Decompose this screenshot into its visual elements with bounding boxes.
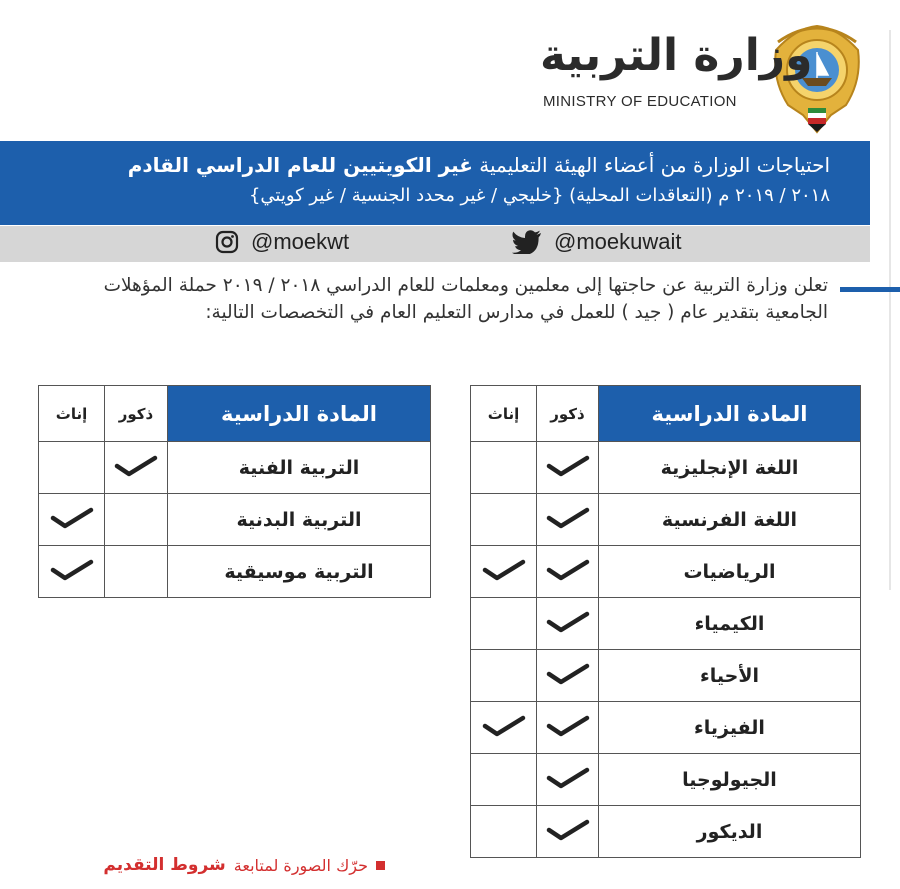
female-cell	[471, 546, 537, 598]
swipe-hint-bold: شروط التقديم	[103, 855, 226, 875]
checkmark-icon	[546, 610, 590, 634]
female-cell	[471, 494, 537, 546]
female-cell	[471, 806, 537, 858]
subjects-table-left	[38, 385, 431, 598]
checkmark-icon	[546, 558, 590, 582]
table-row	[471, 702, 861, 754]
male-column-header: ذكور	[105, 386, 168, 442]
ministry-name-english: MINISTRY OF EDUCATION	[543, 93, 737, 110]
subject-cell: الفيزياء	[599, 702, 861, 754]
instagram-handle-text: @moekwt	[251, 229, 350, 254]
subject-cell: اللغة الإنجليزية	[599, 442, 861, 494]
male-cell	[537, 442, 599, 494]
table-row	[471, 546, 861, 598]
checkmark-icon	[50, 506, 94, 530]
female-cell	[471, 754, 537, 806]
subject-cell: الكيمياء	[599, 598, 861, 650]
swipe-hint	[103, 855, 385, 875]
table-header-row	[471, 386, 861, 442]
subject-cell: اللغة الفرنسية	[599, 494, 861, 546]
banner-line-1	[128, 153, 830, 177]
twitter-icon	[512, 230, 542, 254]
intro-paragraph: تعلن وزارة التربية عن حاجتها إلى معلمين ومعلمات للعام الدراسي ٢٠١٨ / ٢٠١٩ حملة المؤهلات الجامعية بتقدير عام ( جيد ) للعمل في مدارس التعليم العام في التخصصات التالية:	[103, 275, 828, 323]
table-body	[471, 442, 861, 858]
male-cell	[537, 546, 599, 598]
male-cell	[537, 754, 599, 806]
table-row	[471, 650, 861, 702]
female-cell	[471, 598, 537, 650]
table-row	[471, 442, 861, 494]
banner-line-1-prefix: احتياجات الوزارة من أعضاء الهيئة التعليمية	[479, 153, 830, 177]
checkmark-icon	[546, 506, 590, 530]
instagram-handle[interactable]	[215, 229, 349, 255]
instagram-icon	[215, 230, 239, 254]
checkmark-icon	[114, 454, 158, 478]
twitter-handle-text: @moekuwait	[554, 229, 682, 254]
swipe-hint-text: حرّك الصورة لمتابعة	[233, 855, 368, 875]
male-cell	[537, 494, 599, 546]
table-row	[471, 806, 861, 858]
female-cell	[471, 650, 537, 702]
table-row	[471, 494, 861, 546]
female-cell	[471, 702, 537, 754]
banner-line-2: ٢٠١٨ / ٢٠١٩ م (التعاقدات المحلية) {خليجي / غير محدد الجنسية / غير كويتي}	[248, 185, 830, 206]
table-row	[471, 598, 861, 650]
male-cell	[105, 442, 168, 494]
subject-cell: الأحياء	[599, 650, 861, 702]
subject-cell: التربية موسيقية	[168, 546, 431, 598]
male-cell	[537, 598, 599, 650]
table-header-row	[39, 386, 431, 442]
female-cell	[39, 494, 105, 546]
page-edge-divider	[889, 30, 891, 590]
table-row	[471, 754, 861, 806]
checkmark-icon	[482, 558, 526, 582]
subject-column-header: المادة الدراسية	[168, 386, 431, 442]
female-cell	[471, 442, 537, 494]
female-cell	[39, 442, 105, 494]
checkmark-icon	[546, 662, 590, 686]
announcement-banner	[0, 141, 870, 225]
banner-line-1-bold: غير الكويتيين للعام الدراسي القادم	[127, 153, 473, 177]
male-cell	[105, 494, 168, 546]
subject-column-header: المادة الدراسية	[599, 386, 861, 442]
table-row	[39, 494, 431, 546]
red-square-bullet	[376, 861, 385, 870]
social-bar	[0, 226, 870, 262]
checkmark-icon	[50, 558, 94, 582]
female-column-header: إناث	[39, 386, 105, 442]
checkmark-icon	[546, 818, 590, 842]
female-cell	[39, 546, 105, 598]
subject-cell: التربية البدنية	[168, 494, 431, 546]
male-cell	[537, 806, 599, 858]
male-column-header: ذكور	[537, 386, 599, 442]
intro-accent-bar	[840, 287, 900, 292]
subject-cell: الجيولوجيا	[599, 754, 861, 806]
subject-cell: التربية الفنية	[168, 442, 431, 494]
subject-cell: الديكور	[599, 806, 861, 858]
female-column-header: إناث	[471, 386, 537, 442]
table-row	[39, 546, 431, 598]
ministry-name-arabic: وزارة التربية	[540, 30, 813, 81]
male-cell	[537, 702, 599, 754]
checkmark-icon	[546, 454, 590, 478]
twitter-handle[interactable]	[512, 229, 682, 255]
table-body	[39, 442, 431, 598]
checkmark-icon	[482, 714, 526, 738]
table-row	[39, 442, 431, 494]
checkmark-icon	[546, 766, 590, 790]
subjects-table-right	[470, 385, 861, 858]
male-cell	[537, 650, 599, 702]
subject-cell: الرياضيات	[599, 546, 861, 598]
checkmark-icon	[546, 714, 590, 738]
male-cell	[105, 546, 168, 598]
